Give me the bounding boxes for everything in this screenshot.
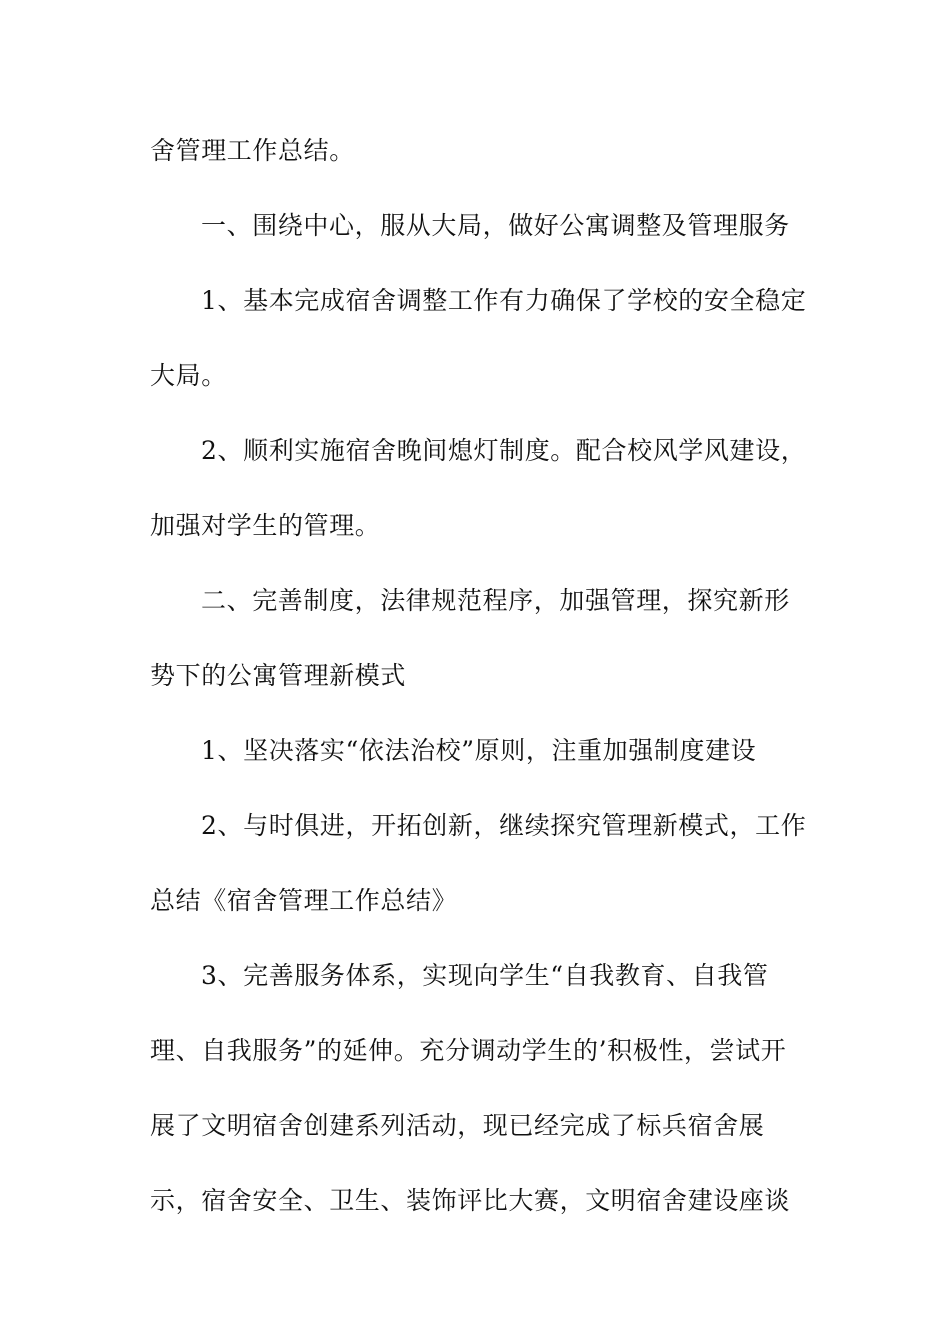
section-heading-continued: 势下的公寓管理新模式 <box>150 661 407 690</box>
text-line: 示，宿舍安全、卫生、装饰评比大赛，文明宿舍建设座谈 <box>150 1186 791 1215</box>
text-line: 1、基本完成宿舍调整工作有力确保了学校的安全稳定 <box>201 286 807 315</box>
text-line: 舍管理工作总结。 <box>150 136 355 165</box>
text-line: 2、顺利实施宿舍晚间熄灯制度。配合校风学风建设， <box>201 436 807 465</box>
text-line: 大局。 <box>150 361 227 390</box>
text-line: 2、与时俱进，开拓创新，继续探究管理新模式，工作 <box>201 811 807 840</box>
text-line: 1、坚决落实“依法治校”原则，注重加强制度建设 <box>201 736 757 765</box>
text-line: 总结《宿舍管理工作总结》 <box>150 886 458 915</box>
section-heading: 一、围绕中心，服从大局，做好公寓调整及管理服务 <box>201 211 790 240</box>
text-line: 加强对学生的管理。 <box>150 511 381 540</box>
text-line: 3、完善服务体系，实现向学生“自我教育、自我管 <box>201 961 769 990</box>
section-heading: 二、完善制度，法律规范程序，加强管理，探究新形 <box>201 586 790 615</box>
text-line: 理、自我服务”的延伸。充分调动学生的’积极性，尝试开 <box>150 1036 787 1065</box>
text-line: 展了文明宿舍创建系列活动，现已经完成了标兵宿舍展 <box>150 1111 765 1140</box>
